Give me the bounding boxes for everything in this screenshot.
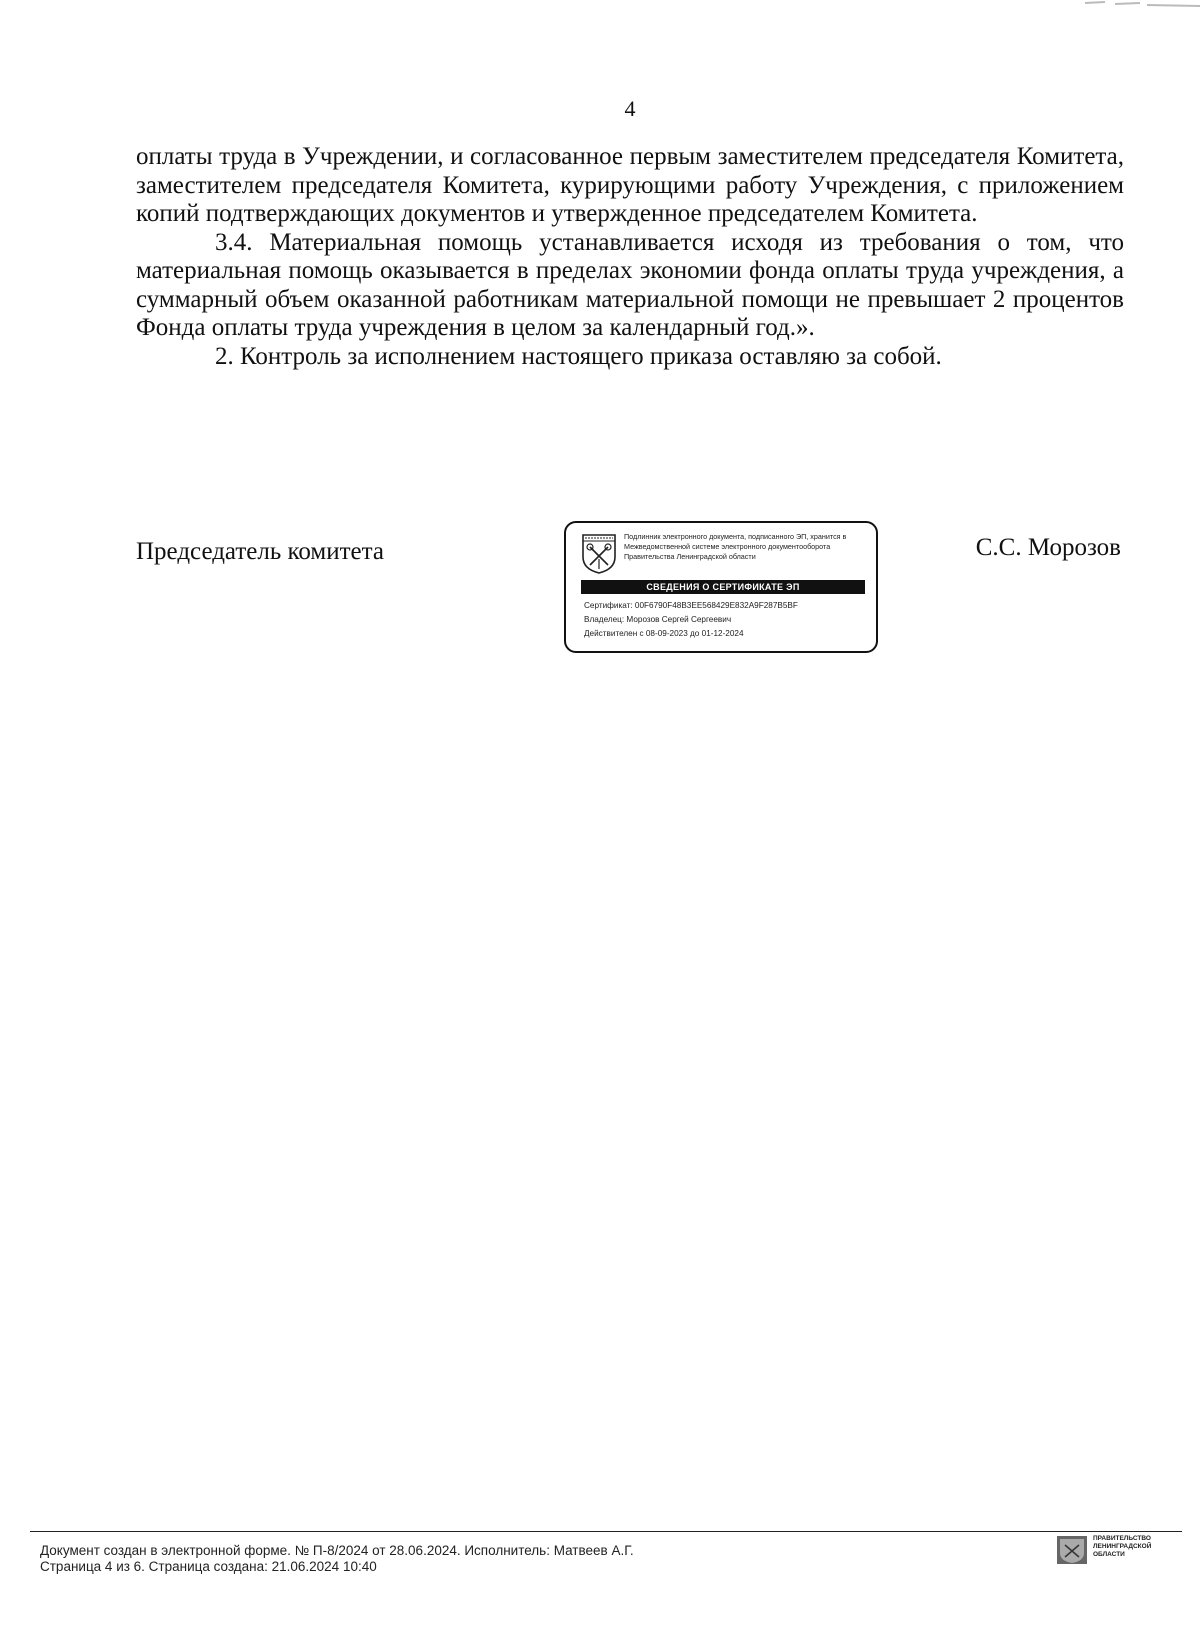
footer-organization: ПРАВИТЕЛЬСТВО ЛЕНИНГРАДСКОЙ ОБЛАСТИ (1093, 1535, 1152, 1558)
stamp-certificate-number: Сертификат: 00F6790F48B3EE568429E832A9F287B5BF (584, 601, 798, 610)
stamp-owner: Владелец: Морозов Сергей Сергеевич (584, 615, 732, 624)
stamp-validity: Действителен с 08-09-2023 до 01-12-2024 (584, 629, 744, 638)
government-emblem-icon (1056, 1535, 1088, 1565)
footer-document-line: Документ создан в электронной форме. № П-8/2024 от 28.06.2024. Исполнитель: Матвеев А.Г. (40, 1543, 634, 1558)
paragraph-continuation: оплаты труда в Учреждении, и согласованное первым заместителем председателя Комитета, заместителем председателя Комитета, курирующими работу Учреждения, с приложением копий подтверждающих документов и утвержденное председателем Комитета. (136, 143, 1124, 227)
paragraph-3-4: 3.4. Материальная помощь устанавливается исходя из требования о том, что материальная помощь оказывается в пределах экономии фонда оплаты труда учреждения, а суммарный объем оказанной работникам материальной помощи не превышает 2 процентов Фонда оплаты труда учреждения в целом за календарный год.». (136, 228, 1124, 341)
paragraph-2: 2. Контроль за исполнением настоящего приказа оставляю за собой. (215, 342, 942, 370)
electronic-signature-stamp (564, 521, 878, 653)
stamp-original-note: Подлинник электронного документа, подписанного ЭП, хранится в Межведомственной системе электронного документооборота Правительства Ленинградской области (624, 532, 847, 561)
footer-divider (30, 1531, 1182, 1532)
scan-artifact-mark (1085, 0, 1200, 12)
document-body (136, 143, 1124, 371)
signer-name: С.С. Морозов (975, 534, 1121, 561)
signer-title: Председатель комитета (136, 538, 384, 565)
coat-of-arms-icon (581, 533, 617, 575)
page-number: 4 (624, 96, 636, 121)
footer-page-line: Страница 4 из 6. Страница создана: 21.06.2024 10:40 (40, 1559, 377, 1574)
footer-info (40, 1543, 634, 1575)
stamp-certificate-header: СВЕДЕНИЯ О СЕРТИФИКАТЕ ЭП (581, 580, 865, 594)
